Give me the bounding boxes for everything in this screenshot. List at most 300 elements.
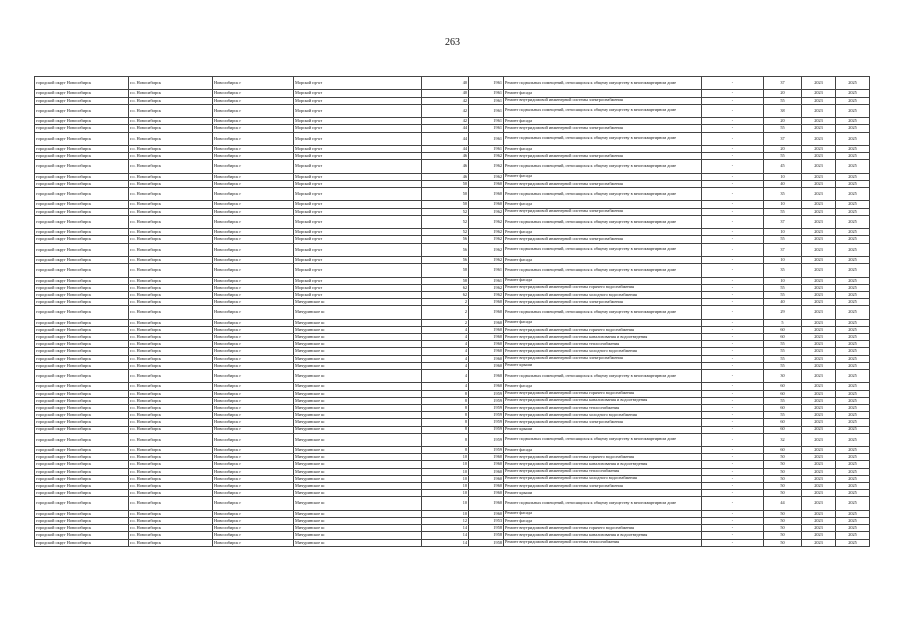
settlement-cell: г.о. Новосибирск [129,355,213,362]
build-year-cell: 1962 [469,229,504,236]
start-year-cell: 2023 [802,125,836,132]
cost-cell: 20 [764,90,802,97]
municipality-cell: городской округ Новосибирск [35,180,129,187]
work-type-cell: Ремонт внутридомовой инженерной системы электроснабжения [504,208,702,215]
city-cell: Новосибирск г [213,291,294,298]
municipality-cell: городской округ Новосибирск [35,229,129,236]
settlement-cell: г.о. Новосибирск [129,125,213,132]
placeholder-cell: - [702,132,764,145]
work-type-cell: Ремонт внутридомовой инженерной системы теплоснабжения [504,539,702,546]
table-row [35,397,870,404]
start-year-cell: 2023 [802,77,836,90]
end-year-cell: 2025 [836,510,870,517]
placeholder-cell: - [702,299,764,306]
house-number-cell: 4 [422,362,469,369]
end-year-cell: 2025 [836,433,870,446]
table-row [35,433,870,446]
municipality-cell: городской округ Новосибирск [35,412,129,419]
city-cell: Новосибирск г [213,454,294,461]
cost-cell: 37 [764,132,802,145]
cost-cell: 50 [764,454,802,461]
city-cell: Новосибирск г [213,447,294,454]
street-cell: Морской пр-кт [294,291,422,298]
municipality-cell: городской округ Новосибирск [35,433,129,446]
settlement-cell: г.о. Новосибирск [129,160,213,173]
work-type-cell: Ремонт внутридомовой инженерной системы теплоснабжения [504,341,702,348]
street-cell: Мичуринское ш [294,383,422,390]
start-year-cell: 2023 [802,447,836,454]
table-row [35,518,870,525]
work-type-cell: Ремонт подвальных помещений, относящихся к общему имуществу в многоквартирном доме [504,306,702,319]
city-cell: Новосибирск г [213,461,294,468]
house-number-cell: 8 [422,404,469,411]
start-year-cell: 2023 [802,132,836,145]
start-year-cell: 2023 [802,236,836,243]
work-type-cell: Ремонт внутридомовой инженерной системы электроснабжения [504,299,702,306]
start-year-cell: 2023 [802,97,836,104]
city-cell: Новосибирск г [213,348,294,355]
settlement-cell: г.о. Новосибирск [129,419,213,426]
placeholder-cell: - [702,243,764,256]
placeholder-cell: - [702,404,764,411]
placeholder-cell: - [702,153,764,160]
street-cell: Мичуринское ш [294,348,422,355]
settlement-cell: г.о. Новосибирск [129,468,213,475]
city-cell: Новосибирск г [213,188,294,201]
work-type-cell: Ремонт подвальных помещений, относящихся к общему имуществу в многоквартирном доме [504,104,702,117]
build-year-cell: 1961 [469,104,504,117]
house-number-cell: 8 [422,390,469,397]
placeholder-cell: - [702,539,764,546]
street-cell: Мичуринское ш [294,539,422,546]
municipality-cell: городской округ Новосибирск [35,243,129,256]
settlement-cell: г.о. Новосибирск [129,510,213,517]
settlement-cell: г.о. Новосибирск [129,236,213,243]
work-type-cell: Ремонт фасада [504,145,702,152]
street-cell: Морской пр-кт [294,229,422,236]
settlement-cell: г.о. Новосибирск [129,518,213,525]
municipality-cell: городской округ Новосибирск [35,532,129,539]
table-row [35,277,870,284]
municipality-cell: городской округ Новосибирск [35,264,129,277]
build-year-cell: 1959 [469,426,504,433]
build-year-cell: 1960 [469,341,504,348]
municipality-cell: городской округ Новосибирск [35,132,129,145]
street-cell: Морской пр-кт [294,201,422,208]
cost-cell: 10 [764,256,802,263]
cost-cell: 29 [764,306,802,319]
city-cell: Новосибирск г [213,104,294,117]
work-type-cell: Ремонт внутридомовой инженерной системы холодного водоснабжения [504,348,702,355]
settlement-cell: г.о. Новосибирск [129,188,213,201]
house-number-cell: 10 [422,490,469,497]
start-year-cell: 2023 [802,412,836,419]
placeholder-cell: - [702,412,764,419]
cost-cell: 55 [764,97,802,104]
street-cell: Мичуринское ш [294,447,422,454]
build-year-cell: 1959 [469,412,504,419]
table-row [35,104,870,117]
cost-cell: 10 [764,229,802,236]
build-year-cell: 1960 [469,334,504,341]
start-year-cell: 2023 [802,277,836,284]
house-number-cell: 50 [422,201,469,208]
placeholder-cell: - [702,77,764,90]
work-type-cell: Ремонт подвальных помещений, относящихся к общему имуществу в многоквартирном доме [504,497,702,510]
table-row [35,419,870,426]
municipality-cell: городской округ Новосибирск [35,104,129,117]
work-type-cell: Ремонт фасада [504,319,702,326]
placeholder-cell: - [702,454,764,461]
city-cell: Новосибирск г [213,419,294,426]
house-number-cell: 4 [422,348,469,355]
house-number-cell: 10 [422,454,469,461]
start-year-cell: 2023 [802,341,836,348]
house-number-cell: 4 [422,341,469,348]
table-row [35,264,870,277]
house-number-cell: 62 [422,291,469,298]
start-year-cell: 2023 [802,243,836,256]
placeholder-cell: - [702,397,764,404]
placeholder-cell: - [702,362,764,369]
cost-cell: 60 [764,419,802,426]
start-year-cell: 2023 [802,426,836,433]
cost-cell: 50 [764,468,802,475]
cost-cell: 50 [764,518,802,525]
cost-cell: 35 [764,264,802,277]
settlement-cell: г.о. Новосибирск [129,306,213,319]
end-year-cell: 2025 [836,215,870,228]
work-type-cell: Ремонт внутридомовой инженерной системы холодного водоснабжения [504,291,702,298]
work-type-cell: Ремонт внутридомовой инженерной системы горячего водоснабжения [504,390,702,397]
settlement-cell: г.о. Новосибирск [129,412,213,419]
end-year-cell: 2025 [836,160,870,173]
start-year-cell: 2023 [802,334,836,341]
city-cell: Новосибирск г [213,539,294,546]
start-year-cell: 2023 [802,319,836,326]
municipality-cell: городской округ Новосибирск [35,397,129,404]
start-year-cell: 2023 [802,497,836,510]
settlement-cell: г.о. Новосибирск [129,291,213,298]
table-row [35,173,870,180]
table-row [35,532,870,539]
start-year-cell: 2023 [802,454,836,461]
start-year-cell: 2023 [802,173,836,180]
settlement-cell: г.о. Новосибирск [129,201,213,208]
street-cell: Мичуринское ш [294,390,422,397]
house-number-cell: 10 [422,497,469,510]
work-type-cell: Ремонт внутридомовой инженерной системы холодного водоснабжения [504,412,702,419]
municipality-cell: городской округ Новосибирск [35,291,129,298]
table-row [35,306,870,319]
end-year-cell: 2025 [836,173,870,180]
placeholder-cell: - [702,306,764,319]
placeholder-cell: - [702,145,764,152]
city-cell: Новосибирск г [213,229,294,236]
cost-cell: 55 [764,348,802,355]
build-year-cell: 1961 [469,77,504,90]
placeholder-cell: - [702,383,764,390]
work-type-cell: Ремонт подвальных помещений, относящихся к общему имуществу в многоквартирном доме [504,370,702,383]
table-row [35,180,870,187]
house-number-cell: 8 [422,447,469,454]
start-year-cell: 2023 [802,145,836,152]
cost-cell: 32 [764,433,802,446]
build-year-cell: 1960 [469,299,504,306]
end-year-cell: 2025 [836,447,870,454]
city-cell: Новосибирск г [213,208,294,215]
municipality-cell: городской округ Новосибирск [35,454,129,461]
end-year-cell: 2025 [836,229,870,236]
placeholder-cell: - [702,483,764,490]
work-type-cell: Ремонт подвальных помещений, относящихся к общему имуществу в многоквартирном доме [504,77,702,90]
municipality-cell: городской округ Новосибирск [35,326,129,333]
cost-cell: 60 [764,426,802,433]
street-cell: Морской пр-кт [294,104,422,117]
work-type-cell: Ремонт внутридомовой инженерной системы канализования и водоотведения [504,334,702,341]
end-year-cell: 2025 [836,201,870,208]
build-year-cell: 1958 [469,539,504,546]
work-type-cell: Ремонт внутридомовой инженерной системы электроснабжения [504,355,702,362]
cost-cell: 55 [764,412,802,419]
build-year-cell: 1962 [469,243,504,256]
house-number-cell: 46 [422,160,469,173]
cost-cell: 50 [764,490,802,497]
start-year-cell: 2023 [802,118,836,125]
end-year-cell: 2025 [836,125,870,132]
house-number-cell: 42 [422,118,469,125]
house-number-cell: 56 [422,243,469,256]
city-cell: Новосибирск г [213,160,294,173]
cost-cell: 60 [764,447,802,454]
start-year-cell: 2023 [802,475,836,482]
municipality-cell: городской округ Новосибирск [35,426,129,433]
house-number-cell: 42 [422,97,469,104]
cost-cell: 37 [764,243,802,256]
settlement-cell: г.о. Новосибирск [129,532,213,539]
table-row [35,236,870,243]
city-cell: Новосибирск г [213,153,294,160]
start-year-cell: 2023 [802,291,836,298]
street-cell: Мичуринское ш [294,461,422,468]
municipality-cell: городской округ Новосибирск [35,348,129,355]
city-cell: Новосибирск г [213,412,294,419]
table-row [35,125,870,132]
city-cell: Новосибирск г [213,370,294,383]
work-type-cell: Ремонт внутридомовой инженерной системы канализования и водоотведения [504,461,702,468]
end-year-cell: 2025 [836,341,870,348]
cost-cell: 40 [764,299,802,306]
settlement-cell: г.о. Новосибирск [129,299,213,306]
build-year-cell: 1962 [469,208,504,215]
end-year-cell: 2025 [836,243,870,256]
table-row [35,362,870,369]
municipality-cell: городской округ Новосибирск [35,90,129,97]
build-year-cell: 1962 [469,160,504,173]
cost-cell: 55 [764,125,802,132]
cost-cell: 55 [764,397,802,404]
placeholder-cell: - [702,201,764,208]
street-cell: Мичуринское ш [294,319,422,326]
build-year-cell: 1960 [469,201,504,208]
end-year-cell: 2025 [836,404,870,411]
build-year-cell: 1959 [469,404,504,411]
placeholder-cell: - [702,447,764,454]
street-cell: Морской пр-кт [294,208,422,215]
placeholder-cell: - [702,180,764,187]
cost-cell: 50 [764,532,802,539]
placeholder-cell: - [702,468,764,475]
house-number-cell: 2 [422,306,469,319]
start-year-cell: 2023 [802,188,836,201]
placeholder-cell: - [702,173,764,180]
municipality-cell: городской округ Новосибирск [35,173,129,180]
table-row [35,497,870,510]
street-cell: Морской пр-кт [294,277,422,284]
street-cell: Мичуринское ш [294,497,422,510]
settlement-cell: г.о. Новосибирск [129,490,213,497]
house-number-cell: 8 [422,433,469,446]
placeholder-cell: - [702,97,764,104]
settlement-cell: г.о. Новосибирск [129,326,213,333]
municipality-cell: городской округ Новосибирск [35,201,129,208]
city-cell: Новосибирск г [213,532,294,539]
build-year-cell: 1960 [469,383,504,390]
municipality-cell: городской округ Новосибирск [35,510,129,517]
placeholder-cell: - [702,188,764,201]
table-row [35,412,870,419]
cost-cell: 50 [764,483,802,490]
house-number-cell: 8 [422,419,469,426]
build-year-cell: 1959 [469,390,504,397]
placeholder-cell: - [702,390,764,397]
city-cell: Новосибирск г [213,90,294,97]
placeholder-cell: - [702,510,764,517]
work-type-cell: Ремонт внутридомовой инженерной системы горячего водоснабжения [504,284,702,291]
capital-repair-table [34,76,870,547]
street-cell: Морской пр-кт [294,97,422,104]
city-cell: Новосибирск г [213,483,294,490]
street-cell: Мичуринское ш [294,483,422,490]
cost-cell: 38 [764,104,802,117]
cost-cell: 10 [764,277,802,284]
house-number-cell: 4 [422,326,469,333]
start-year-cell: 2023 [802,208,836,215]
street-cell: Морской пр-кт [294,256,422,263]
end-year-cell: 2025 [836,419,870,426]
municipality-cell: городской округ Новосибирск [35,461,129,468]
house-number-cell: 40 [422,90,469,97]
build-year-cell: 1960 [469,497,504,510]
settlement-cell: г.о. Новосибирск [129,229,213,236]
house-number-cell: 52 [422,208,469,215]
work-type-cell: Ремонт внутридомовой инженерной системы канализования и водоотведения [504,397,702,404]
work-type-cell: Ремонт подвальных помещений, относящихся к общему имуществу в многоквартирном доме [504,243,702,256]
build-year-cell: 1960 [469,319,504,326]
start-year-cell: 2023 [802,468,836,475]
end-year-cell: 2025 [836,306,870,319]
build-year-cell: 1959 [469,419,504,426]
table-row [35,188,870,201]
table-row [35,390,870,397]
city-cell: Новосибирск г [213,236,294,243]
street-cell: Мичуринское ш [294,419,422,426]
house-number-cell: 10 [422,475,469,482]
build-year-cell: 1960 [469,490,504,497]
street-cell: Мичуринское ш [294,306,422,319]
city-cell: Новосибирск г [213,284,294,291]
end-year-cell: 2025 [836,468,870,475]
end-year-cell: 2025 [836,153,870,160]
work-type-cell: Ремонт фасада [504,383,702,390]
street-cell: Мичуринское ш [294,426,422,433]
settlement-cell: г.о. Новосибирск [129,539,213,546]
placeholder-cell: - [702,532,764,539]
cost-cell: 10 [764,173,802,180]
settlement-cell: г.о. Новосибирск [129,153,213,160]
street-cell: Морской пр-кт [294,173,422,180]
street-cell: Мичуринское ш [294,397,422,404]
street-cell: Морской пр-кт [294,90,422,97]
city-cell: Новосибирск г [213,404,294,411]
house-number-cell: 58 [422,264,469,277]
street-cell: Мичуринское ш [294,490,422,497]
start-year-cell: 2023 [802,348,836,355]
end-year-cell: 2025 [836,454,870,461]
table-row [35,490,870,497]
end-year-cell: 2025 [836,256,870,263]
settlement-cell: г.о. Новосибирск [129,180,213,187]
work-type-cell: Ремонт фасада [504,256,702,263]
end-year-cell: 2025 [836,97,870,104]
build-year-cell: 1960 [469,468,504,475]
table-row [35,256,870,263]
placeholder-cell: - [702,419,764,426]
work-type-cell: Ремонт фасада [504,447,702,454]
build-year-cell: 1962 [469,291,504,298]
work-type-cell: Ремонт фасада [504,173,702,180]
street-cell: Морской пр-кт [294,118,422,125]
city-cell: Новосибирск г [213,525,294,532]
city-cell: Новосибирск г [213,132,294,145]
municipality-cell: городской округ Новосибирск [35,334,129,341]
house-number-cell: 44 [422,145,469,152]
city-cell: Новосибирск г [213,497,294,510]
street-cell: Морской пр-кт [294,125,422,132]
house-number-cell: 10 [422,510,469,517]
build-year-cell: 1962 [469,173,504,180]
cost-cell: 44 [764,497,802,510]
placeholder-cell: - [702,319,764,326]
placeholder-cell: - [702,370,764,383]
end-year-cell: 2025 [836,291,870,298]
start-year-cell: 2023 [802,539,836,546]
municipality-cell: городской округ Новосибирск [35,362,129,369]
start-year-cell: 2023 [802,104,836,117]
end-year-cell: 2025 [836,362,870,369]
city-cell: Новосибирск г [213,180,294,187]
municipality-cell: городской округ Новосибирск [35,277,129,284]
municipality-cell: городской округ Новосибирск [35,215,129,228]
settlement-cell: г.о. Новосибирск [129,383,213,390]
placeholder-cell: - [702,518,764,525]
city-cell: Новосибирск г [213,173,294,180]
build-year-cell: 1961 [469,118,504,125]
placeholder-cell: - [702,426,764,433]
end-year-cell: 2025 [836,390,870,397]
settlement-cell: г.о. Новосибирск [129,90,213,97]
build-year-cell: 1960 [469,180,504,187]
